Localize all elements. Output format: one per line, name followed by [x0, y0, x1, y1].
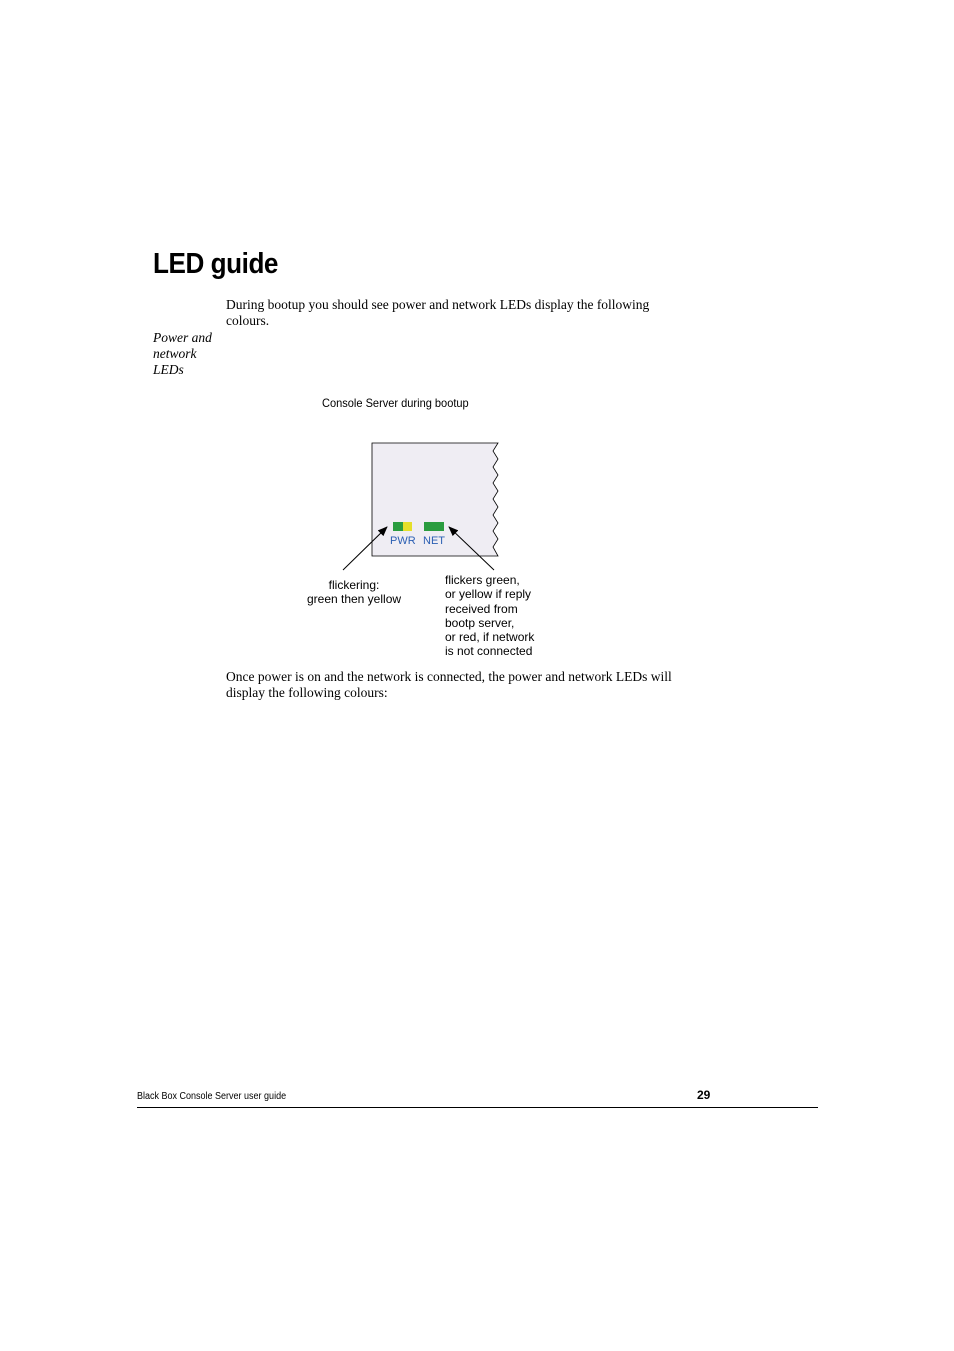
figure-caption: Console Server during bootup — [322, 396, 469, 410]
margin-note: Power and network LEDs — [153, 330, 212, 377]
footer-page-number: 29 — [697, 1088, 711, 1102]
pwr-callout: flickering: green then yellow — [306, 578, 402, 607]
page-title: LED guide — [153, 248, 279, 280]
body-paragraph: Once power is on and the network is connected, the power and network LEDs will display the following colours: — [226, 669, 672, 700]
net-label: NET — [423, 535, 445, 547]
pwr-led-yellow — [403, 522, 412, 531]
intro-paragraph: During bootup you should see power and network LEDs display the following colours. — [226, 297, 650, 328]
pwr-label: PWR — [390, 535, 416, 547]
led-figure — [290, 430, 570, 670]
footer-guide-title: Black Box Console Server user guide — [137, 1091, 287, 1102]
pwr-led-green — [393, 522, 403, 531]
footer-divider — [137, 1107, 818, 1108]
net-led — [424, 522, 444, 531]
net-callout: flickers green, or yellow if reply received from bootp server, or red, if network is not connected — [445, 573, 535, 659]
